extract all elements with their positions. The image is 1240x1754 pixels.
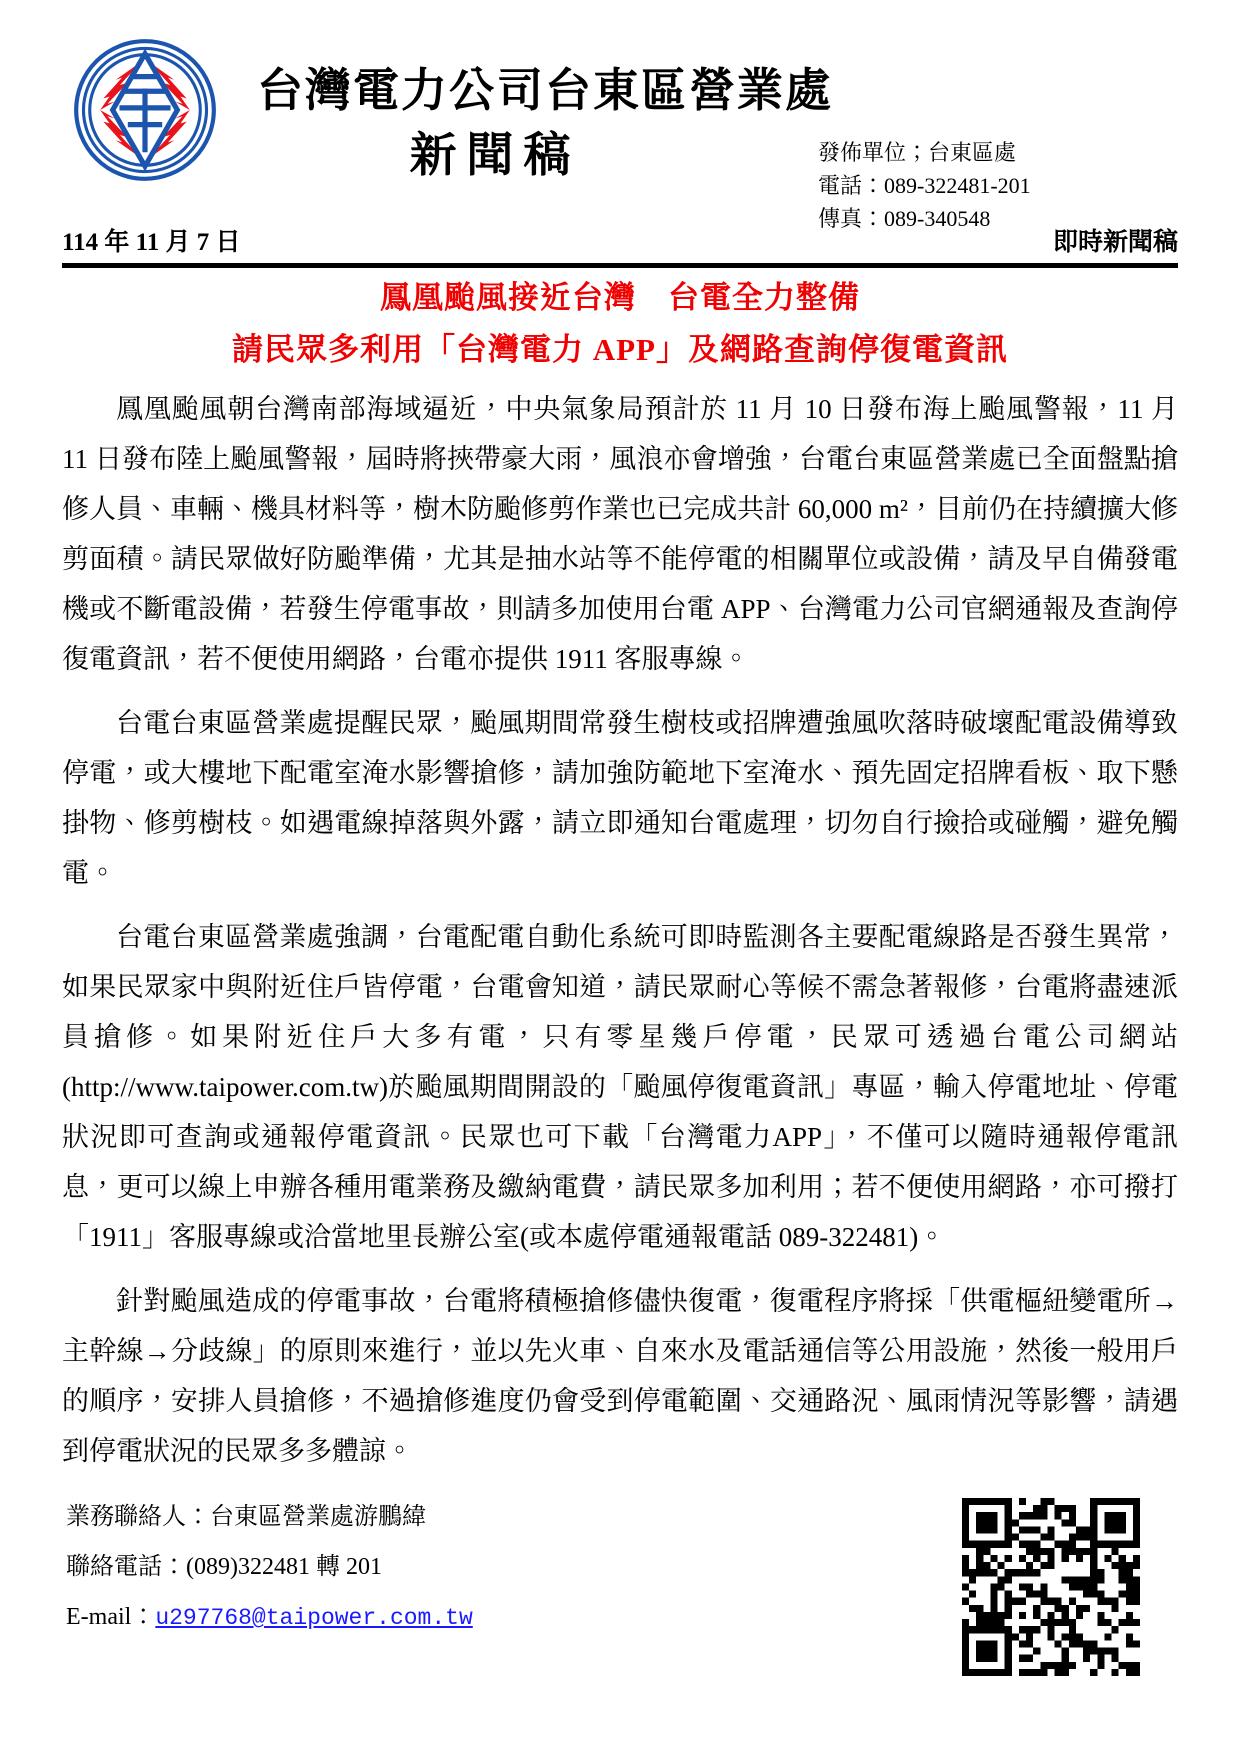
email-link[interactable]: u297768@taipower.com.tw [155, 1605, 473, 1631]
contact-phone: 聯絡電話：(089)322481 轉 201 [66, 1554, 382, 1580]
headline-line2: 請民眾多利用「台灣電力 APP」及網路查詢停復電資訊 [231, 332, 1008, 367]
headline-line1: 鳳凰颱風接近台灣 台電全力整備 [380, 280, 860, 315]
taipower-logo-icon [72, 34, 218, 186]
release-date: 114 年 11 月 7 日 [62, 229, 241, 256]
release-phone: 電話：089-322481-201 [818, 173, 1031, 198]
release-fax: 傳真：089-340548 [818, 206, 991, 231]
release-type-label: 即時新聞稿 [1052, 229, 1178, 256]
paragraph-3: 台電台東區營業處強調，台電配電自動化系統可即時監測各主要配電線路是否發生異常，如果民眾家中與附近住戶皆停電，台電會知道，請民眾耐心等候不需急著報修，台電將盡速派員搶修。如果附近住戶大多有電，只有零星幾戶停電，民眾可透過台電公司網站(http://www.taipower.com.tw)於颱風期間開設的「颱風停復電資訊」專區，輸入停電地址、停電狀況即可查詢或通報停電資訊。民眾也可下載「台灣電力APP」，不僅可以隨時通報停電訊息，更可以線上申辦各種用電業務及繳納電費，請民眾多加利用；若不便使用網路，亦可撥打「1911」客服專線或洽當地里長辦公室(或本處停電通報電話 089-322481)。 [62, 922, 1178, 1252]
release-unit: 發佈單位；台東區處 [818, 140, 1017, 165]
paragraph-2: 台電台東區營業處提醒民眾，颱風期間常發生樹枝或招牌遭強風吹落時破壞配電設備導致停電，或大樓地下配電室淹水影響搶修，請加強防範地下室淹水、預先固定招牌看板、取下懸掛物、修剪樹枝。如遇電線掉落與外露，請立即通知台電處理，切勿自行撿拾或碰觸，避免觸電。 [62, 708, 1178, 888]
document-type-title: 新聞稿 [409, 130, 581, 182]
document-header [0, 0, 1240, 268]
date-row [62, 222, 1178, 268]
email-label: E-mail： [66, 1604, 156, 1630]
organization-title: 台灣電力公司台東區營業處 [257, 65, 833, 116]
body-text [62, 384, 1178, 1476]
paragraph-1: 鳳凰颱風朝台灣南部海域逼近，中央氣象局預計於 11 月 10 日發布海上颱風警報，11 月 11 日發布陸上颱風警報，屆時將挾帶豪大雨，風浪亦會增強，台電台東區營業處已全面盤點搶修人員、車輛、機具材料等，樹木防颱修剪作業也已完成共計 60,000 m²，目前仍在持續擴大修剪面積。請民眾做好防颱準備，尤其是抽水站等不能停電的相關單位或設備，請及早自備發電機或不斷電設備，若發生停電事故，則請多加使用台電 APP、台灣電力公司官網通報及查詢停復電資訊，若不便使用網路，台電亦提供 1911 客服專線。 [62, 394, 1178, 674]
contact-person: 業務聯絡人：台東區營業處游鵬緯 [66, 1504, 426, 1530]
release-info-block [818, 136, 1031, 235]
qr-code [962, 1498, 1140, 1676]
paragraph-4: 針對颱風造成的停電事故，台電將積極搶修儘快復電，復電程序將採「供電樞紐變電所→主幹線→分歧線」的原則來進行，並以先火車、自來水及電話通信等公用設施，然後一般用戶的順序，安排人員搶修，不過搶修進度仍會受到停電範圍、交通路況、風雨情況等影響，請遇到停電狀況的民眾多多體諒。 [62, 1286, 1178, 1466]
